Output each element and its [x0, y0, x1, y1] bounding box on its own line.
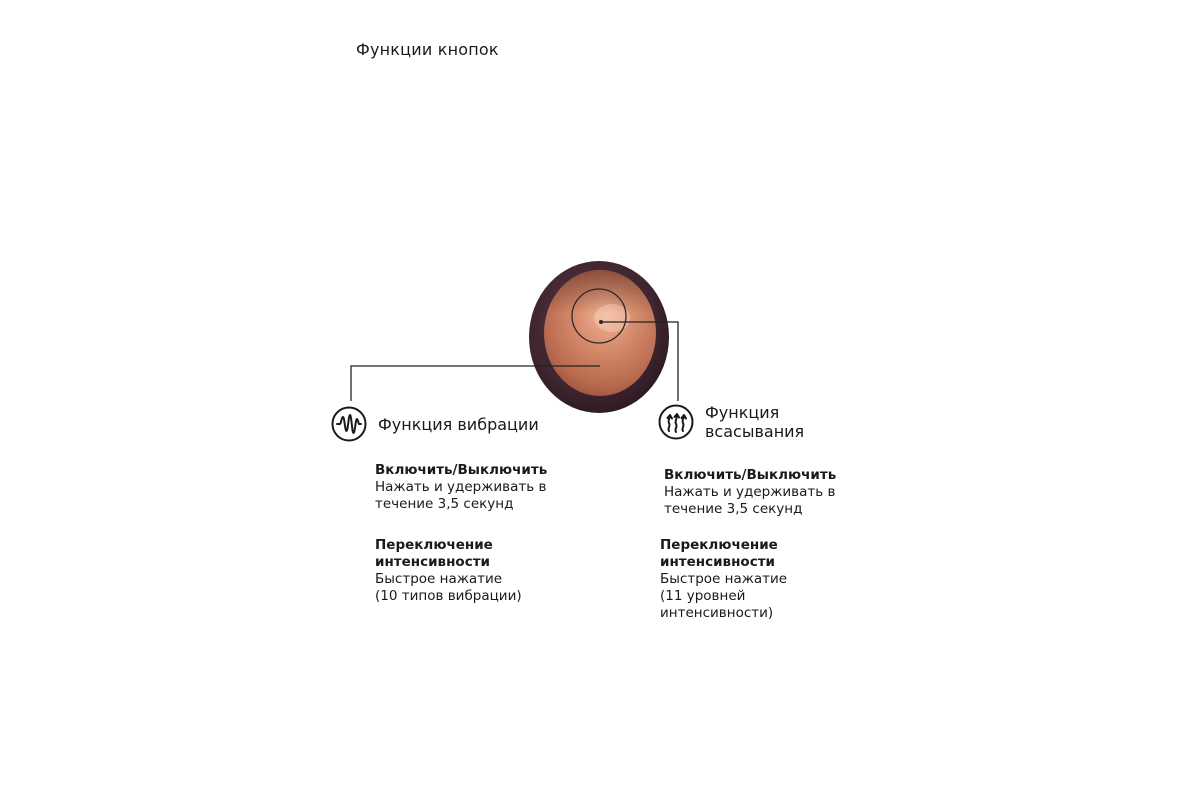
- vibration-power-info: [375, 462, 585, 513]
- vibration-power-label: Включить/Выключить: [375, 462, 548, 478]
- suction-airflow-icon: [658, 404, 694, 440]
- suction-power-label: Включить/Выключить: [664, 467, 837, 483]
- vibration-wave-icon: [331, 406, 367, 442]
- vibration-intensity-desc-2: (10 типов вибрации): [375, 588, 522, 604]
- vibration-feature-header: [331, 406, 539, 442]
- page-title: Функции кнопок: [356, 40, 499, 59]
- suction-intensity-desc-1: Быстрое нажатие: [660, 571, 788, 587]
- vibration-power-desc-2: течение 3,5 секунд: [375, 496, 514, 512]
- suction-intensity-info: [660, 537, 860, 622]
- vibration-power-desc-1: Нажать и удерживать в: [375, 479, 547, 495]
- vibration-intensity-label-2: интенсивности: [375, 554, 490, 570]
- suction-power-desc-1: Нажать и удерживать в: [664, 484, 836, 500]
- suction-intensity-label-1: Переключение: [660, 537, 778, 553]
- suction-feature-title-1: Функция: [705, 403, 780, 422]
- suction-power-desc-2: течение 3,5 секунд: [664, 501, 803, 517]
- suction-feature-title-2: всасывания: [705, 422, 805, 441]
- suction-intensity-desc-2: (11 уровней: [660, 588, 746, 604]
- vibration-intensity-label-1: Переключение: [375, 537, 493, 553]
- suction-power-info: [664, 467, 864, 518]
- vibration-intensity-desc-1: Быстрое нажатие: [375, 571, 503, 587]
- suction-feature-header: [658, 403, 825, 441]
- vibration-intensity-info: [375, 537, 585, 605]
- suction-feature-title: [705, 403, 825, 441]
- suction-intensity-label-2: интенсивности: [660, 554, 775, 570]
- suction-intensity-desc-3: интенсивности): [660, 605, 774, 621]
- vibration-feature-title: Функция вибрации: [378, 414, 539, 434]
